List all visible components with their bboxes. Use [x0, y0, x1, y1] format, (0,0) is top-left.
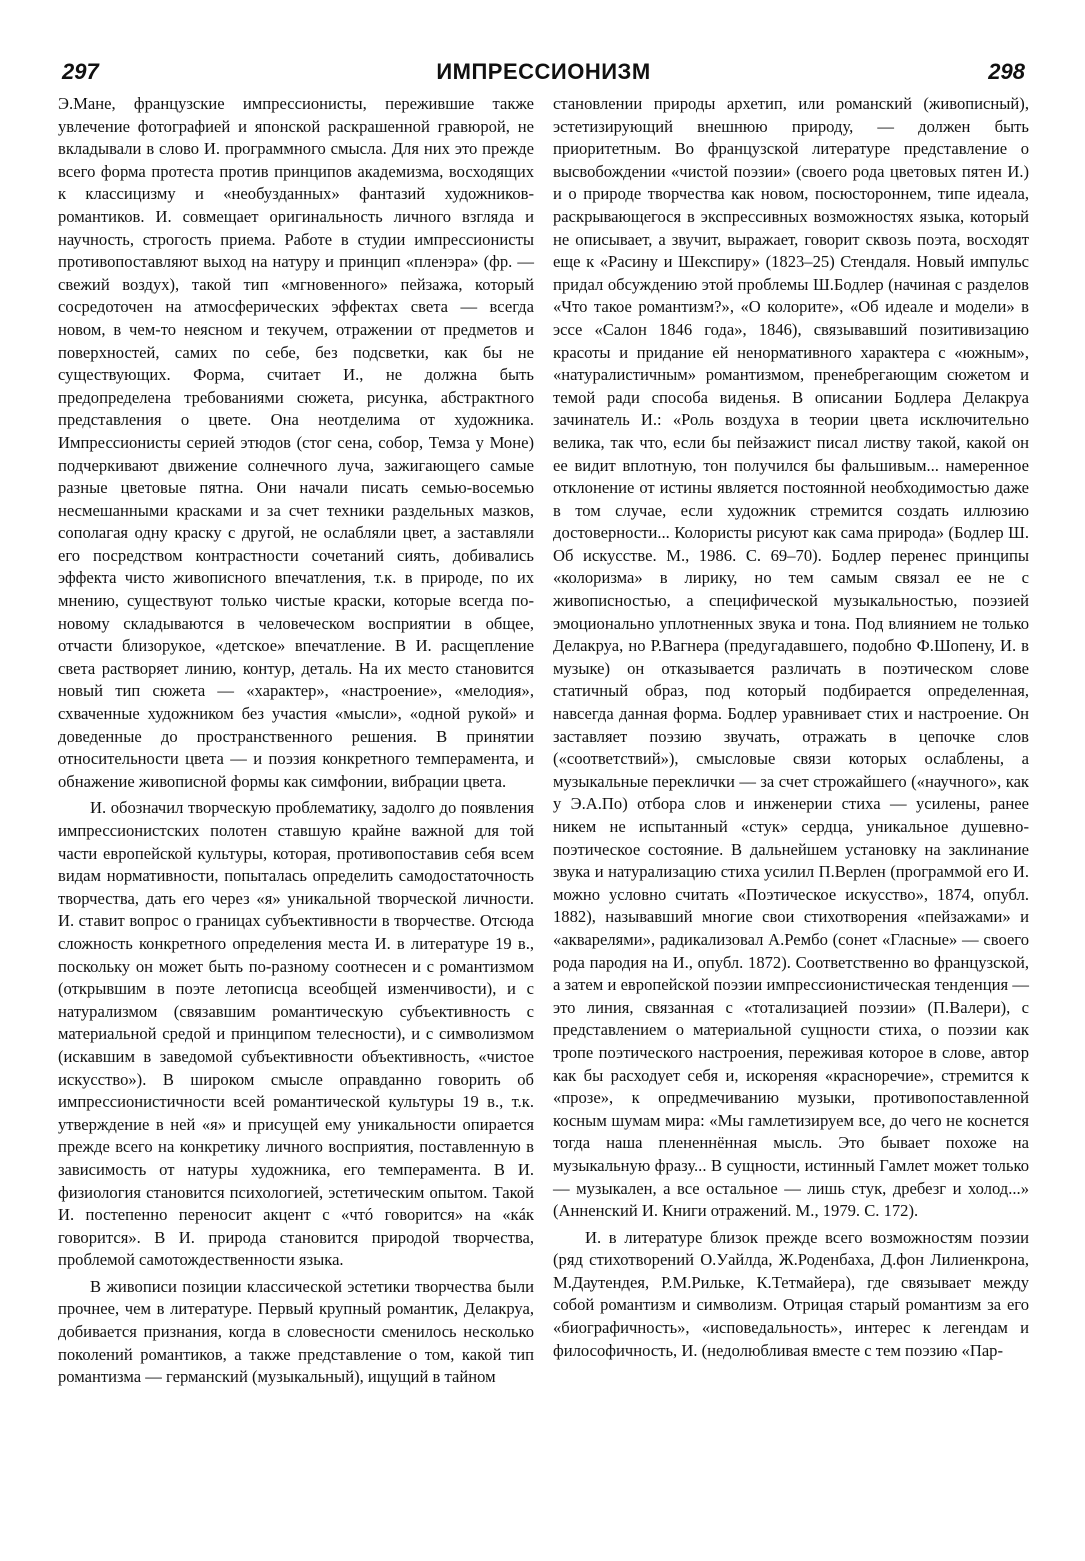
paragraph: Э.Мане, французские импрессионисты, пережившие также увлечение фотографией и японской раскрашенной гравюрой, не вкладывали в слово И. программного смысла. Для них это прежде всего форма протеста против принципов академизма, восходящих к классицизму и «необузданных» фантазий художников-романтиков. И. совмещает оригинальность личного взгляда и научность, строгость приема. Работе в студии импрессионисты противопоставляют выход на натуру и принцип «пленэра» (фр. — свежий воздух), такой тип «мгновенного» пейзажа, который сосредоточен на атмосферических эффектах света — всегда новом, в чем-то неясном и текучем, отражении от предметов и поверхностей, самих по себе, без подсветки, как бы не существующих. Форма, считает И., не должна быть предопределена требованиями сюжета, рисунка, абстрактного представления о цвете. Она неотделима от художника. Импрессионисты серией этюдов (стог сена, собор, Темза у Моне) подчеркивают движение солнечного луча, зажигающего самые разные цветовые пятна. Они начали писать семью-восемью несмешанными красками и за счет техники раздельных мазков, сополагая одну краску с другой, не ослабляли цвет, а заставляли его посредством контрастности сочетаний сиять, добивались эффекта чисто живописного впечатления, т.к. в природе, по их мнению, существуют только чистые краски, которые всегда по-новому складываются в человеческом восприятии в общее, отчасти близорукое, «детское» впечатление. В И. расщепление света растворяет линию, контур, деталь. На их место становится новый тип сюжета — «характер», «настроение», «мелодия», схваченные художником без участия «мысли», «одной рукой» и доведенные до пространственного решения. В принятии относительности цвета — и поэзия конкретного темперамента, и обнажение живописной формы как симфонии, вибрации цвета. — [58, 94, 534, 791]
page-header — [62, 54, 1025, 90]
page-number-left: 297 — [62, 59, 99, 84]
paragraph: И. обозначил творческую проблематику, задолго до появления импрессионистских полотен ставшую крайне важной для той части европейской культуры, которая, противопоставив себя всем видам нормативности, попыталась определить самодостаточность творчества, дать его через «я» уникальной творческой личности. И. ставит вопрос о границах субъективности в творчестве. Отсюда сложность конкретного определения места И. в литературе 19 в., поскольку он может быть по-разному соотнесен и с романтизмом (открывшим в поэте летописца всеобщей изменчивости), и с натурализмом (связавшим романтическую субъективность с материальной средой и принципом телесности), и с символизмом (искавшим в заведомой субъективности объективность, «чистое искусство»). В широком смысле оправданно говорить об импрессионистичности всей романтической культуры 19 в., т.к. утверждение в ней «я» и присущей ему уникальности опирается прежде всего на конкретику личного восприятия, поставленную в зависимость от натуры художника, его темперамента. В И. физиология становится психологией, эстетическим опытом. Такой И. постепенно переносит акцент с «чтó говорится» на «кáк говорится». В И. природа становится природой творчества, проблемой самотождественности языка. — [58, 798, 534, 1270]
paragraph: И. в литературе близок прежде всего возможностям поэзии (ряд стихотворений О.Уайлда, Ж.Роденбаха, Д.фон Лилиенкрона, М.Даутендея, Р.М.Рильке, К.Тетмайера), где связывает между собой романтизм и символизм. Отрицая старый романтизм за его «биографичность», «исповедальность», интерес к легендам и философичность, И. (недолюбливая вместе с тем поэзию «Пар- — [553, 1227, 1029, 1360]
paragraph: В живописи позиции классической эстетики творчества были прочнее, чем в литературе. Первый крупный романтик, Делакруа, добивается признания, когда в словесности сменилось несколько поколений романтиков, а также представление о том, какой тип романтизма — германский (музыкальный), ищущий в тайном — [58, 1276, 534, 1387]
right-column — [553, 93, 1029, 1362]
left-column — [58, 93, 534, 1389]
page-number-right: 298 — [988, 59, 1025, 84]
running-title: ИМПРЕССИОНИЗМ — [436, 59, 651, 84]
paragraph: становлении природы архетип, или романский (живописный), эстетизирующий внешнюю природу, — должен быть приоритетным. Во французской литературе представление о высвобождении «чистой поэзии» (своего рода цветовых пятен И.) и о природе творчества как новом, посюстороннем, типе идеала, раскрывающегося в экспрессивных возможностях языка, который не описывает, а звучит, выражает, говорит сквозь поэта, восходят еще к «Расину и Шекспиру» (1823–25) Стендаля. Новый импульс придал обсуждению этой проблемы Ш.Бодлер (начиная с разделов «Что такое романтизм?», «О колорите», «Об идеале и модели» в эссе «Салон 1846 года», 1846), связывавший позитивизацию красоты и придание ей ненормативного характера с «южным», «натуралистичным» романтизмом, пренебрегающим сюжетом и темой ради способа виденья. В описании Бодлера Делакруа зачинатель И.: «Роль воздуха в теории цвета исключительно велика, так что, если бы пейзажист писал листву такой, какой он ее видит вплотную, тон получился бы фальшивым... намеренное отклонение от истины является постоянной необходимостью даже в том случае, если художник стремится создать иллюзию достоверности... Колористы рисуют как сама природа» (Бодлер Ш. Об искусстве. М., 1986. С. 69–70). Бодлер перенес принципы «колоризма» в лирику, но тем самым связал ее не с живописностью, а специфической музыкальностью, поэзией эмоционально уплотненных звука и тона. Под влиянием не только Делакруа, но Р.Вагнера (предугадавшего, подобно Ф.Шопену, И. в музыке) он отказывается различать в поэтическом слове статичный образ, под который подбирается определенная, навсегда данная форма. Бодлер уравнивает стих и настроение. Он заставляет поэзию звучать, отражать в цепочке слов («соответствий»), смысловые связи которых ослаблены, а музыкальные переклички — за счет строжайшего («научного», как у Э.А.По) отбора слов и инженерии стиха — усилены, ранее никем не испытанный «стук» сердца, уникальное душевно-поэтическое состояние. В дальнейшем установку на заклинание звука и натурализацию стиха усилил П.Верлен (программой его И. можно условно считать «Поэтическое искусство», 1874, опубл. 1882), называвший многие свои стихотворения «пейзажами» и «акварелями», радикализовал А.Рембо (сонет «Гласные» — своего рода пародия на И., опубл. 1872). Соответственно во французской, а затем и европейской поэзии импрессионистическая тенденция — это линия, связанная с «тотализацией поэзии» (П.Валери), с представлением о материальной сущности стиха, о поэзии как тропе поэтического настроения, переживая которое в слове, автор как бы расходует себя и, искореняя «красноречие», стремится к «прозе», к опредмечиванию музыки, противопоставленной косным шумам мира: «Мы гамлетизируем все, до чего не коснется тогда наша плененнённая мысль. Это бывает похоже на музыкальную фразу... В сущности, истинный Гамлет может только — музыкален, а все остальное — лишь стук, дребезг и холод...» (Анненский И. Книги отражений. М., 1979. С. 172). — [553, 94, 1029, 1221]
